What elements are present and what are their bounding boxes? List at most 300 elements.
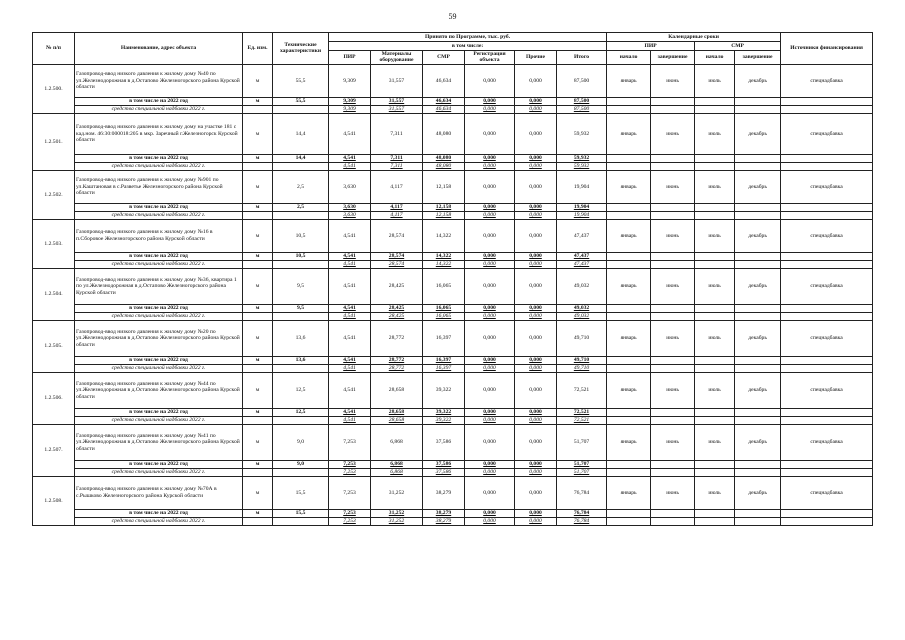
- smr-start-cell: июль: [695, 219, 735, 252]
- funding-mat: 31,252: [371, 517, 423, 525]
- subtotal-pir: 3,630: [329, 203, 371, 211]
- subtotal-total: 49,032: [557, 304, 607, 312]
- empty-cell: [735, 260, 781, 268]
- funding-reg: 0,000: [465, 517, 515, 525]
- header-tech: Технические характеристики: [273, 33, 329, 65]
- empty-cell: [735, 356, 781, 364]
- subtotal-unit: м: [243, 356, 273, 364]
- header-total: Итого: [557, 51, 607, 65]
- empty-cell: [273, 468, 329, 476]
- funding-smr: 16,397: [423, 364, 465, 372]
- materials-cell: 28,772: [371, 320, 423, 356]
- object-name: Газопровод-ввод низкого давления к жилому дому №41 по ул.Железнодорожная в д.Остапово Железногорского района Курской области: [75, 424, 243, 460]
- subtotal-row: [33, 252, 873, 260]
- funding-label: средства специальной надбавки 2022 г.: [75, 517, 243, 525]
- subtotal-label: в том числе на 2022 год: [75, 97, 243, 105]
- empty-cell: [781, 97, 873, 105]
- smr-cell: 14,322: [423, 219, 465, 252]
- smr-end-cell: декабрь: [735, 219, 781, 252]
- subtotal-pir: 4,541: [329, 356, 371, 364]
- funding-pir: 4,541: [329, 416, 371, 424]
- subtotal-tech: 9,0: [273, 460, 329, 468]
- subtotal-total: 72,521: [557, 408, 607, 416]
- tech-cell: 15,5: [273, 476, 329, 509]
- smr-end-cell: декабрь: [735, 268, 781, 304]
- tech-cell: 14,4: [273, 113, 329, 154]
- smr-start-cell: июль: [695, 64, 735, 97]
- funding-reg: 0,000: [465, 211, 515, 219]
- subtotal-tech: 55,5: [273, 97, 329, 105]
- empty-cell: [651, 356, 695, 364]
- funding-total: 72,521: [557, 416, 607, 424]
- empty-cell: [781, 312, 873, 320]
- empty-cell: [735, 468, 781, 476]
- funding-smr: 39,322: [423, 416, 465, 424]
- empty-cell: [695, 211, 735, 219]
- empty-cell: [735, 252, 781, 260]
- smr-end-cell: декабрь: [735, 372, 781, 408]
- smr-end-cell: декабрь: [735, 424, 781, 460]
- total-cell: 87,500: [557, 64, 607, 97]
- empty-cell: [735, 162, 781, 170]
- empty-cell: [651, 162, 695, 170]
- subtotal-smr: 16,397: [423, 356, 465, 364]
- empty-cell: [695, 416, 735, 424]
- funding-row: [33, 517, 873, 525]
- empty-cell: [781, 252, 873, 260]
- empty-cell: [695, 304, 735, 312]
- subtotal-smr: 14,322: [423, 252, 465, 260]
- smr-end-cell: декабрь: [735, 476, 781, 509]
- funding-row: [33, 364, 873, 372]
- object-name: Газопровод-ввод низкого давления к жилому дому №70А в с.Рышково Железногорского района Курской области: [75, 476, 243, 509]
- total-cell: 47,437: [557, 219, 607, 252]
- other-cell: 0,000: [515, 113, 557, 154]
- pir-end-cell: июнь: [651, 476, 695, 509]
- funding-pir: 7,253: [329, 468, 371, 476]
- smr-start-cell: июль: [695, 476, 735, 509]
- subtotal-total: 59,932: [557, 154, 607, 162]
- empty-cell: [607, 252, 651, 260]
- subtotal-label: в том числе на 2022 год: [75, 252, 243, 260]
- object-name: Газопровод-ввод низкого давления к жилому дому №40 по ул.Железнодорожная в д.Остапово Железногорского района Курской области: [75, 64, 243, 97]
- subtotal-smr: 46,634: [423, 97, 465, 105]
- empty-cell: [695, 364, 735, 372]
- subtotal-row: [33, 203, 873, 211]
- empty-cell: [781, 162, 873, 170]
- pir-cell: 3,630: [329, 170, 371, 203]
- subtotal-reg: 0,000: [465, 203, 515, 211]
- table-row: [33, 320, 873, 356]
- row-number: 1.2.506.: [33, 372, 75, 424]
- funding-smr: 48,080: [423, 162, 465, 170]
- empty-cell: [735, 364, 781, 372]
- empty-cell: [695, 408, 735, 416]
- funding-other: 0,000: [515, 260, 557, 268]
- smr-start-cell: июль: [695, 170, 735, 203]
- empty-cell: [607, 460, 651, 468]
- pir-start-cell: январь: [607, 320, 651, 356]
- subtotal-unit: м: [243, 203, 273, 211]
- subtotal-other: 0,000: [515, 154, 557, 162]
- funding-pir: 3,630: [329, 211, 371, 219]
- empty-cell: [651, 509, 695, 517]
- subtotal-other: 0,000: [515, 460, 557, 468]
- pir-start-cell: январь: [607, 219, 651, 252]
- tech-cell: 10,5: [273, 219, 329, 252]
- header-smr-end: завершение: [735, 51, 781, 65]
- object-name: Газопровод-ввод низкого давления к жилому дому №36, квартира 1 по ул.Железнодорожная в д.Остапово Железногорского района Курской области: [75, 268, 243, 304]
- empty-cell: [273, 211, 329, 219]
- funding-smr: 46,634: [423, 105, 465, 113]
- empty-cell: [651, 517, 695, 525]
- other-cell: 0,000: [515, 219, 557, 252]
- empty-cell: [735, 408, 781, 416]
- funding-row: [33, 312, 873, 320]
- subtotal-mat: 28,574: [371, 252, 423, 260]
- empty-cell: [695, 203, 735, 211]
- pir-end-cell: июнь: [651, 320, 695, 356]
- table-row: [33, 268, 873, 304]
- smr-start-cell: июль: [695, 268, 735, 304]
- other-cell: 0,000: [515, 268, 557, 304]
- empty-cell: [243, 416, 273, 424]
- row-number: 1.2.501.: [33, 113, 75, 170]
- subtotal-smr: 38,279: [423, 509, 465, 517]
- registration-cell: 0,000: [465, 170, 515, 203]
- funding-label: средства специальной надбавки 2022 г.: [75, 260, 243, 268]
- subtotal-reg: 0,000: [465, 252, 515, 260]
- funding-mat: 7,311: [371, 162, 423, 170]
- subtotal-tech: 2,5: [273, 203, 329, 211]
- empty-cell: [651, 211, 695, 219]
- subtotal-smr: 39,322: [423, 408, 465, 416]
- empty-cell: [273, 312, 329, 320]
- other-cell: 0,000: [515, 372, 557, 408]
- header-cal-smr: СМР: [695, 42, 781, 51]
- empty-cell: [273, 517, 329, 525]
- empty-cell: [695, 460, 735, 468]
- subtotal-mat: 7,311: [371, 154, 423, 162]
- empty-cell: [781, 460, 873, 468]
- row-number: 1.2.503.: [33, 219, 75, 268]
- subtotal-tech: 13,6: [273, 356, 329, 364]
- funding-total: 49,710: [557, 364, 607, 372]
- empty-cell: [735, 203, 781, 211]
- table-row: [33, 219, 873, 252]
- funding-smr: 37,586: [423, 468, 465, 476]
- funding-other: 0,000: [515, 416, 557, 424]
- funding-mat: 28,574: [371, 260, 423, 268]
- smr-start-cell: июль: [695, 320, 735, 356]
- smr-end-cell: декабрь: [735, 170, 781, 203]
- funding-mat: 31,557: [371, 105, 423, 113]
- tech-cell: 2,5: [273, 170, 329, 203]
- pir-cell: 9,309: [329, 64, 371, 97]
- subtotal-reg: 0,000: [465, 356, 515, 364]
- materials-cell: 4,117: [371, 170, 423, 203]
- total-cell: 19,904: [557, 170, 607, 203]
- unit-cell: м: [243, 476, 273, 509]
- materials-cell: 31,252: [371, 476, 423, 509]
- registration-cell: 0,000: [465, 113, 515, 154]
- funding-cell: спецнадбавка: [781, 268, 873, 304]
- empty-cell: [607, 416, 651, 424]
- empty-cell: [651, 105, 695, 113]
- subtotal-row: [33, 154, 873, 162]
- pir-cell: 7,253: [329, 476, 371, 509]
- funding-cell: спецнадбавка: [781, 170, 873, 203]
- empty-cell: [781, 105, 873, 113]
- funding-pir: 4,541: [329, 162, 371, 170]
- empty-cell: [735, 211, 781, 219]
- object-name: Газопровод-ввод низкого давления к жилому дому №901 по ул.Каштановая в с.Разветье Железногорского района Курской области: [75, 170, 243, 203]
- pir-cell: 4,541: [329, 320, 371, 356]
- smr-cell: 16,065: [423, 268, 465, 304]
- registration-cell: 0,000: [465, 64, 515, 97]
- funding-label: средства специальной надбавки 2022 г.: [75, 364, 243, 372]
- empty-cell: [781, 304, 873, 312]
- funding-reg: 0,000: [465, 162, 515, 170]
- empty-cell: [651, 460, 695, 468]
- subtotal-tech: 10,5: [273, 252, 329, 260]
- empty-cell: [735, 304, 781, 312]
- empty-cell: [695, 252, 735, 260]
- funding-total: 19,904: [557, 211, 607, 219]
- unit-cell: м: [243, 170, 273, 203]
- pir-end-cell: июнь: [651, 268, 695, 304]
- subtotal-pir: 4,541: [329, 408, 371, 416]
- funding-mat: 28,772: [371, 364, 423, 372]
- subtotal-row: [33, 97, 873, 105]
- empty-cell: [243, 105, 273, 113]
- empty-cell: [243, 517, 273, 525]
- unit-cell: м: [243, 113, 273, 154]
- header-unit: Ед. изм.: [243, 33, 273, 65]
- subtotal-reg: 0,000: [465, 154, 515, 162]
- empty-cell: [781, 408, 873, 416]
- subtotal-row: [33, 356, 873, 364]
- empty-cell: [695, 105, 735, 113]
- funding-total: 76,784: [557, 517, 607, 525]
- smr-start-cell: июль: [695, 113, 735, 154]
- empty-cell: [781, 364, 873, 372]
- empty-cell: [243, 312, 273, 320]
- empty-cell: [781, 154, 873, 162]
- other-cell: 0,000: [515, 476, 557, 509]
- funding-mat: 28,425: [371, 312, 423, 320]
- subtotal-mat: 28,772: [371, 356, 423, 364]
- empty-cell: [273, 105, 329, 113]
- registration-cell: 0,000: [465, 372, 515, 408]
- funding-smr: 12,158: [423, 211, 465, 219]
- funding-reg: 0,000: [465, 468, 515, 476]
- funding-other: 0,000: [515, 364, 557, 372]
- header-incl: в том числе:: [329, 42, 607, 51]
- funding-row: [33, 416, 873, 424]
- subtotal-unit: м: [243, 252, 273, 260]
- empty-cell: [273, 162, 329, 170]
- empty-cell: [243, 364, 273, 372]
- subtotal-mat: 28,658: [371, 408, 423, 416]
- funding-row: [33, 468, 873, 476]
- subtotal-row: [33, 460, 873, 468]
- funding-other: 0,000: [515, 312, 557, 320]
- subtotal-reg: 0,000: [465, 97, 515, 105]
- header-num: № п/п: [33, 33, 75, 65]
- total-cell: 51,707: [557, 424, 607, 460]
- empty-cell: [781, 356, 873, 364]
- empty-cell: [735, 460, 781, 468]
- header-other: Прочие: [515, 51, 557, 65]
- empty-cell: [607, 211, 651, 219]
- row-number: 1.2.502.: [33, 170, 75, 219]
- empty-cell: [273, 416, 329, 424]
- funding-other: 0,000: [515, 162, 557, 170]
- empty-cell: [781, 260, 873, 268]
- funding-mat: 28,658: [371, 416, 423, 424]
- funding-total: 59,932: [557, 162, 607, 170]
- empty-cell: [243, 468, 273, 476]
- other-cell: 0,000: [515, 320, 557, 356]
- empty-cell: [651, 416, 695, 424]
- table-row: [33, 476, 873, 509]
- smr-end-cell: декабрь: [735, 113, 781, 154]
- smr-cell: 39,322: [423, 372, 465, 408]
- smr-cell: 16,397: [423, 320, 465, 356]
- table-row: [33, 64, 873, 97]
- subtotal-mat: 6,868: [371, 460, 423, 468]
- empty-cell: [273, 364, 329, 372]
- subtotal-other: 0,000: [515, 408, 557, 416]
- empty-cell: [695, 312, 735, 320]
- subtotal-pir: 7,253: [329, 460, 371, 468]
- smr-end-cell: декабрь: [735, 64, 781, 97]
- subtotal-reg: 0,000: [465, 304, 515, 312]
- header-pir-start: начало: [607, 51, 651, 65]
- total-cell: 72,521: [557, 372, 607, 408]
- smr-cell: 37,586: [423, 424, 465, 460]
- materials-cell: 6,868: [371, 424, 423, 460]
- program-table: [32, 32, 873, 526]
- funding-smr: 14,322: [423, 260, 465, 268]
- pir-start-cell: январь: [607, 372, 651, 408]
- registration-cell: 0,000: [465, 219, 515, 252]
- row-number: 1.2.504.: [33, 268, 75, 320]
- subtotal-total: 51,707: [557, 460, 607, 468]
- pir-start-cell: январь: [607, 64, 651, 97]
- subtotal-total: 87,500: [557, 97, 607, 105]
- tech-cell: 13,6: [273, 320, 329, 356]
- subtotal-smr: 37,586: [423, 460, 465, 468]
- subtotal-unit: м: [243, 509, 273, 517]
- smr-cell: 46,634: [423, 64, 465, 97]
- empty-cell: [695, 517, 735, 525]
- unit-cell: м: [243, 219, 273, 252]
- funding-cell: спецнадбавка: [781, 113, 873, 154]
- page-number: 59: [448, 12, 457, 21]
- funding-other: 0,000: [515, 517, 557, 525]
- pir-start-cell: январь: [607, 476, 651, 509]
- subtotal-unit: м: [243, 97, 273, 105]
- pir-cell: 4,541: [329, 219, 371, 252]
- empty-cell: [607, 468, 651, 476]
- funding-label: средства специальной надбавки 2022 г.: [75, 162, 243, 170]
- materials-cell: 31,557: [371, 64, 423, 97]
- object-name: Газопровод-ввод низкого давления к жилому дому №20 по ул.Железнодорожная в д.Остапово Железногорского района Курской области: [75, 320, 243, 356]
- unit-cell: м: [243, 372, 273, 408]
- empty-cell: [695, 162, 735, 170]
- subtotal-label: в том числе на 2022 год: [75, 509, 243, 517]
- unit-cell: м: [243, 424, 273, 460]
- empty-cell: [735, 154, 781, 162]
- subtotal-mat: 31,557: [371, 97, 423, 105]
- subtotal-pir: 9,309: [329, 97, 371, 105]
- funding-cell: спецнадбавка: [781, 219, 873, 252]
- pir-end-cell: июнь: [651, 372, 695, 408]
- empty-cell: [651, 97, 695, 105]
- subtotal-tech: 14,4: [273, 154, 329, 162]
- empty-cell: [607, 260, 651, 268]
- other-cell: 0,000: [515, 64, 557, 97]
- unit-cell: м: [243, 268, 273, 304]
- object-name: Газопровод-ввод низкого давления к жилому дому на участке 181 с кад.ном. 46:30:000018:205 в мкр. Заречный г.Железногорск Курской области: [75, 113, 243, 154]
- funding-reg: 0,000: [465, 312, 515, 320]
- pir-end-cell: июнь: [651, 219, 695, 252]
- funding-reg: 0,000: [465, 416, 515, 424]
- funding-label: средства специальной надбавки 2022 г.: [75, 105, 243, 113]
- subtotal-mat: 28,425: [371, 304, 423, 312]
- funding-reg: 0,000: [465, 260, 515, 268]
- header-pir: ПИР: [329, 51, 371, 65]
- funding-smr: 16,065: [423, 312, 465, 320]
- subtotal-other: 0,000: [515, 203, 557, 211]
- empty-cell: [273, 260, 329, 268]
- pir-end-cell: июнь: [651, 64, 695, 97]
- empty-cell: [607, 154, 651, 162]
- row-number: 1.2.500.: [33, 64, 75, 113]
- funding-row: [33, 260, 873, 268]
- subtotal-tech: 9,5: [273, 304, 329, 312]
- funding-smr: 38,279: [423, 517, 465, 525]
- subtotal-pir: 7,253: [329, 509, 371, 517]
- empty-cell: [651, 252, 695, 260]
- empty-cell: [781, 211, 873, 219]
- tech-cell: 9,5: [273, 268, 329, 304]
- empty-cell: [735, 517, 781, 525]
- empty-cell: [607, 364, 651, 372]
- other-cell: 0,000: [515, 170, 557, 203]
- materials-cell: 28,425: [371, 268, 423, 304]
- materials-cell: 28,658: [371, 372, 423, 408]
- subtotal-reg: 0,000: [465, 408, 515, 416]
- empty-cell: [781, 468, 873, 476]
- pir-cell: 4,541: [329, 268, 371, 304]
- subtotal-unit: м: [243, 304, 273, 312]
- subtotal-pir: 4,541: [329, 252, 371, 260]
- empty-cell: [651, 260, 695, 268]
- materials-cell: 7,311: [371, 113, 423, 154]
- subtotal-pir: 4,541: [329, 304, 371, 312]
- pir-cell: 4,541: [329, 113, 371, 154]
- other-cell: 0,000: [515, 424, 557, 460]
- subtotal-unit: м: [243, 154, 273, 162]
- empty-cell: [735, 416, 781, 424]
- smr-start-cell: июль: [695, 424, 735, 460]
- subtotal-smr: 12,158: [423, 203, 465, 211]
- empty-cell: [651, 154, 695, 162]
- header-smr: СМР: [423, 51, 465, 65]
